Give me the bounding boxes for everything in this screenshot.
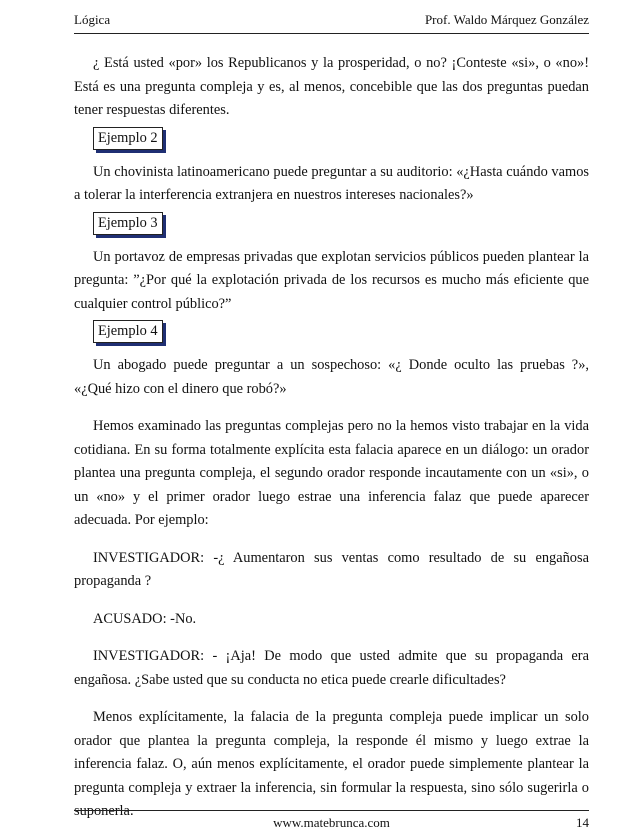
example-label: Ejemplo 2 [93, 127, 163, 150]
footer-url: www.matebrunca.com [273, 815, 390, 830]
paragraph-example-2: Un chovinista latinoamericano puede preguntar a su auditorio: «¿Hasta cuándo vamos a tolerar la interferencia extranjera en nuestros intereses nacionales?» [74, 163, 589, 203]
header-author: Prof. Waldo Márquez González [424, 12, 589, 27]
example-4-heading [93, 320, 589, 346]
header-subject: Lógica [74, 12, 111, 27]
example-2-heading [93, 127, 589, 153]
page-number: 14 [576, 815, 589, 830]
paragraph-dialogue-investigator-2: INVESTIGADOR: - ¡Aja! De modo que usted admite que su propaganda era engañosa. ¿Sabe usted que su conducta no etica puede crearle dificultades? [74, 648, 589, 688]
paragraph-intro: ¿ Está usted «por» los Republicanos y la prosperidad, o no? ¡Conteste «si», o «no»! Está es una pregunta compleja y es, al menos, concebible que las dos preguntas puedan tener respuestas diferentes. [74, 55, 589, 118]
footer-divider [74, 810, 589, 811]
paragraph-conclusion: Menos explícitamente, la falacia de la pregunta compleja puede implicar un solo orador que plantea la pregunta compleja, la responde él mismo y luego extrae la inferencia falaz. O, aún menos explícitamente, el orador puede simplemente plantear la pregunta compleja y extraer la inferencia, sin formular la respuesta, sino sólo sugerirla o suponerla. [74, 709, 589, 819]
paragraph-dialogue-investigator-1: INVESTIGADOR: -¿ Aumentaron sus ventas como resultado de su engañosa propaganda ? [74, 549, 589, 589]
page-header [74, 12, 589, 32]
example-label: Ejemplo 4 [93, 320, 163, 343]
paragraph-dialogue-accused: ACUSADO: -No. [93, 610, 197, 627]
page-body [74, 52, 589, 824]
paragraph-example-4: Un abogado puede preguntar a un sospechoso: «¿ Donde oculto las pruebas ?», «¿Qué hizo con el dinero que robó?» [74, 357, 589, 397]
paragraph-example-3: Un portavoz de empresas privadas que explotan servicios públicos pueden plantear la pregunta: ”¿Por qué la explotación privada de los recursos es mucho más eficiente que cualquier control público?” [74, 248, 589, 312]
paragraph-discussion: Hemos examinado las preguntas complejas pero no la hemos visto trabajar en la vida cotidiana. En su forma totalmente explícita esta falacia aparece en un diálogo: un orador plantea una pregunta compleja, el segundo orador responde incautamente con un «si», o un «no» y el primer orador luego estrae una inferencia falaz que puede aparecer adecuada. Por ejemplo: [74, 418, 589, 528]
example-label: Ejemplo 3 [93, 212, 163, 235]
example-3-heading [93, 212, 589, 238]
page-footer [74, 815, 589, 835]
header-divider [74, 33, 589, 34]
